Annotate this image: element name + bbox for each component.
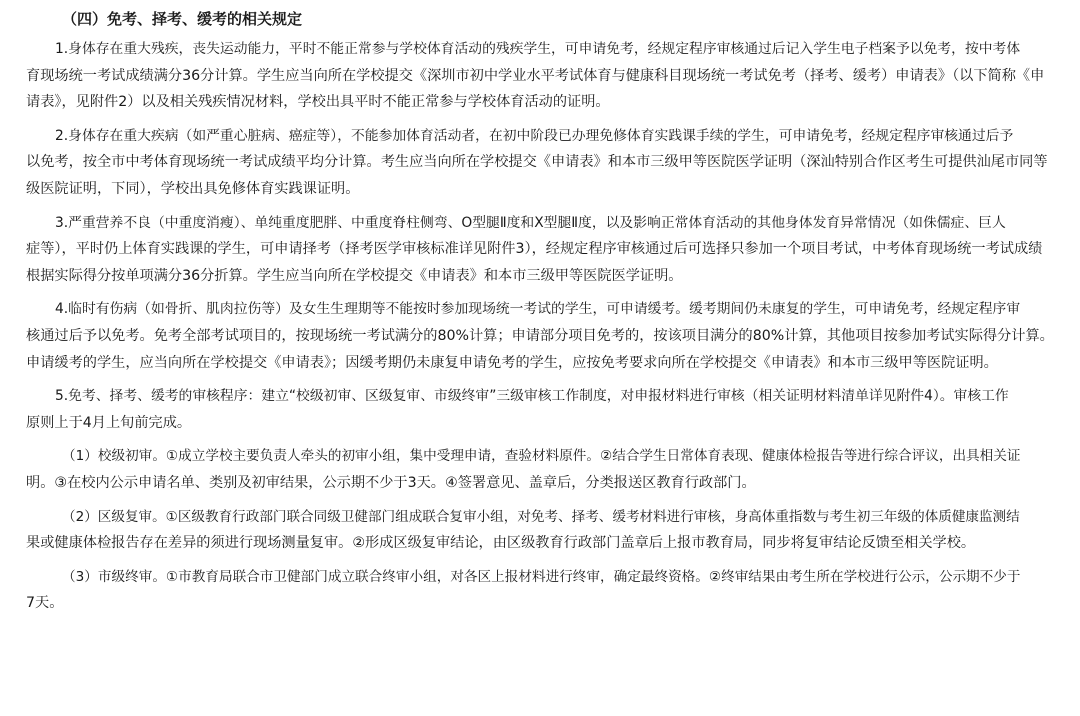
paragraph-line: （2）区级复审。①区级教育行政部门联合同级卫健部门组成联合复审小组，对免考、择考、缓考材料进行审核，身高体重指数与考生初三年级的体质健康监测结 (62, 508, 1020, 525)
sub-paragraph (26, 504, 1054, 557)
paragraph (26, 210, 1054, 290)
paragraph-line: 原则上于4月上旬前完成。 (26, 414, 192, 431)
paragraph-line: 5.免考、择考、缓考的审核程序：建立“校级初审、区级复审、市级终审”三级审核工作制度，对申报材料进行审核（相关证明材料清单详见附件4）。审核工作 (55, 388, 1009, 405)
paragraph-line: （3）市级终审。①市教育局联合市卫健部门成立联合终审小组，对各区上报材料进行终审，确定最终资格。②终审结果由考生所在学校进行公示，公示期不少于 (62, 568, 1021, 585)
paragraph-line: 明。③在校内公示申请名单、类别及初审结果，公示期不少于3天。④签署意见、盖章后，分类报送区教育行政部门。 (26, 474, 756, 491)
paragraph-line: 育现场统一考试成绩满分36分计算。学生应当向所在学校提交《深圳市初中学业水平考试体育与健康科目现场统一考试免考（择考、缓考）申请表》（以下简称《申 (26, 67, 1045, 84)
paragraph-line: 级医院证明，下同），学校出具免修体育实践课证明。 (26, 180, 360, 197)
paragraph-line: 4.临时有伤病（如骨折、肌肉拉伤等）及女生生理期等不能按时参加现场统一考试的学生，可申请缓考。缓考期间仍未康复的学生，可申请免考，经规定程序审 (55, 301, 1021, 318)
sub-paragraph (26, 564, 1054, 617)
paragraph (26, 383, 1054, 436)
paragraph-line: 申请缓考的学生，应当向所在学校提交《申请表》；因缓考期仍未康复申请免考的学生，应按免考要求向所在学校提交《申请表》和本市三级甲等医院证明。 (26, 354, 998, 371)
document-body (26, 36, 1054, 617)
paragraph-line: 果或健康体检报告存在差异的须进行现场测量复审。②形成区级复审结论，由区级教育行政部门盖章后上报市教育局，同步将复审结论反馈至相关学校。 (26, 535, 976, 552)
section-heading: （四）免考、择考、缓考的相关规定 (62, 10, 303, 28)
paragraph-line: 3.严重营养不良（中重度消瘦）、单纯重度肥胖、中重度脊柱侧弯、O型腿Ⅱ度和X型腿Ⅱ度，以及影响正常体育活动的其他身体发育异常情况（如侏儒症、巨人 (55, 214, 1006, 231)
paragraph-line: 请表》，见附件2）以及相关残疾情况材料，学校出具平时不能正常参与学校体育活动的证明。 (26, 94, 610, 111)
paragraph (26, 123, 1054, 203)
paragraph-line: 核通过后予以免考。免考全部考试项目的，按现场统一考试满分的80%计算；申请部分项目免考的，按该项目满分的80%计算，其他项目按参加考试实际得分计算。 (26, 327, 1054, 344)
paragraph (26, 36, 1054, 116)
paragraph (26, 296, 1054, 376)
sub-paragraph (26, 443, 1054, 496)
paragraph-line: 以免考，按全市中考体育现场统一考试成绩平均分计算。考生应当向所在学校提交《申请表》和本市三级甲等医院医学证明（深汕特别合作区考生可提供汕尾市同等 (26, 154, 1048, 171)
paragraph-line: 7天。 (26, 595, 64, 612)
paragraph-line: 1.身体存在重大残疾，丧失运动能力，平时不能正常参与学校体育活动的残疾学生，可申请免考，经规定程序审核通过后记入学生电子档案予以免考，按中考体 (55, 41, 1021, 57)
paragraph-line: 症等），平时仍上体育实践课的学生，可申请择考（择考医学审核标准详见附件3），经规定程序审核通过后可选择只参加一个项目考试，中考体育现场统一考试成绩 (26, 241, 1043, 258)
paragraph-line: 根据实际得分按单项满分36分折算。学生应当向所在学校提交《申请表》和本市三级甲等医院医学证明。 (26, 267, 683, 284)
paragraph-line: 2.身体存在重大疾病（如严重心脏病、癌症等），不能参加体育活动者，在初中阶段已办理免修体育实践课手续的学生，可申请免考，经规定程序审核通过后予 (55, 127, 1014, 144)
paragraph-line: （1）校级初审。①成立学校主要负责人牵头的初审小组，集中受理申请，查验材料原件。②结合学生日常体育表现、健康体检报告等进行综合评议，出具相关证 (62, 448, 1021, 465)
